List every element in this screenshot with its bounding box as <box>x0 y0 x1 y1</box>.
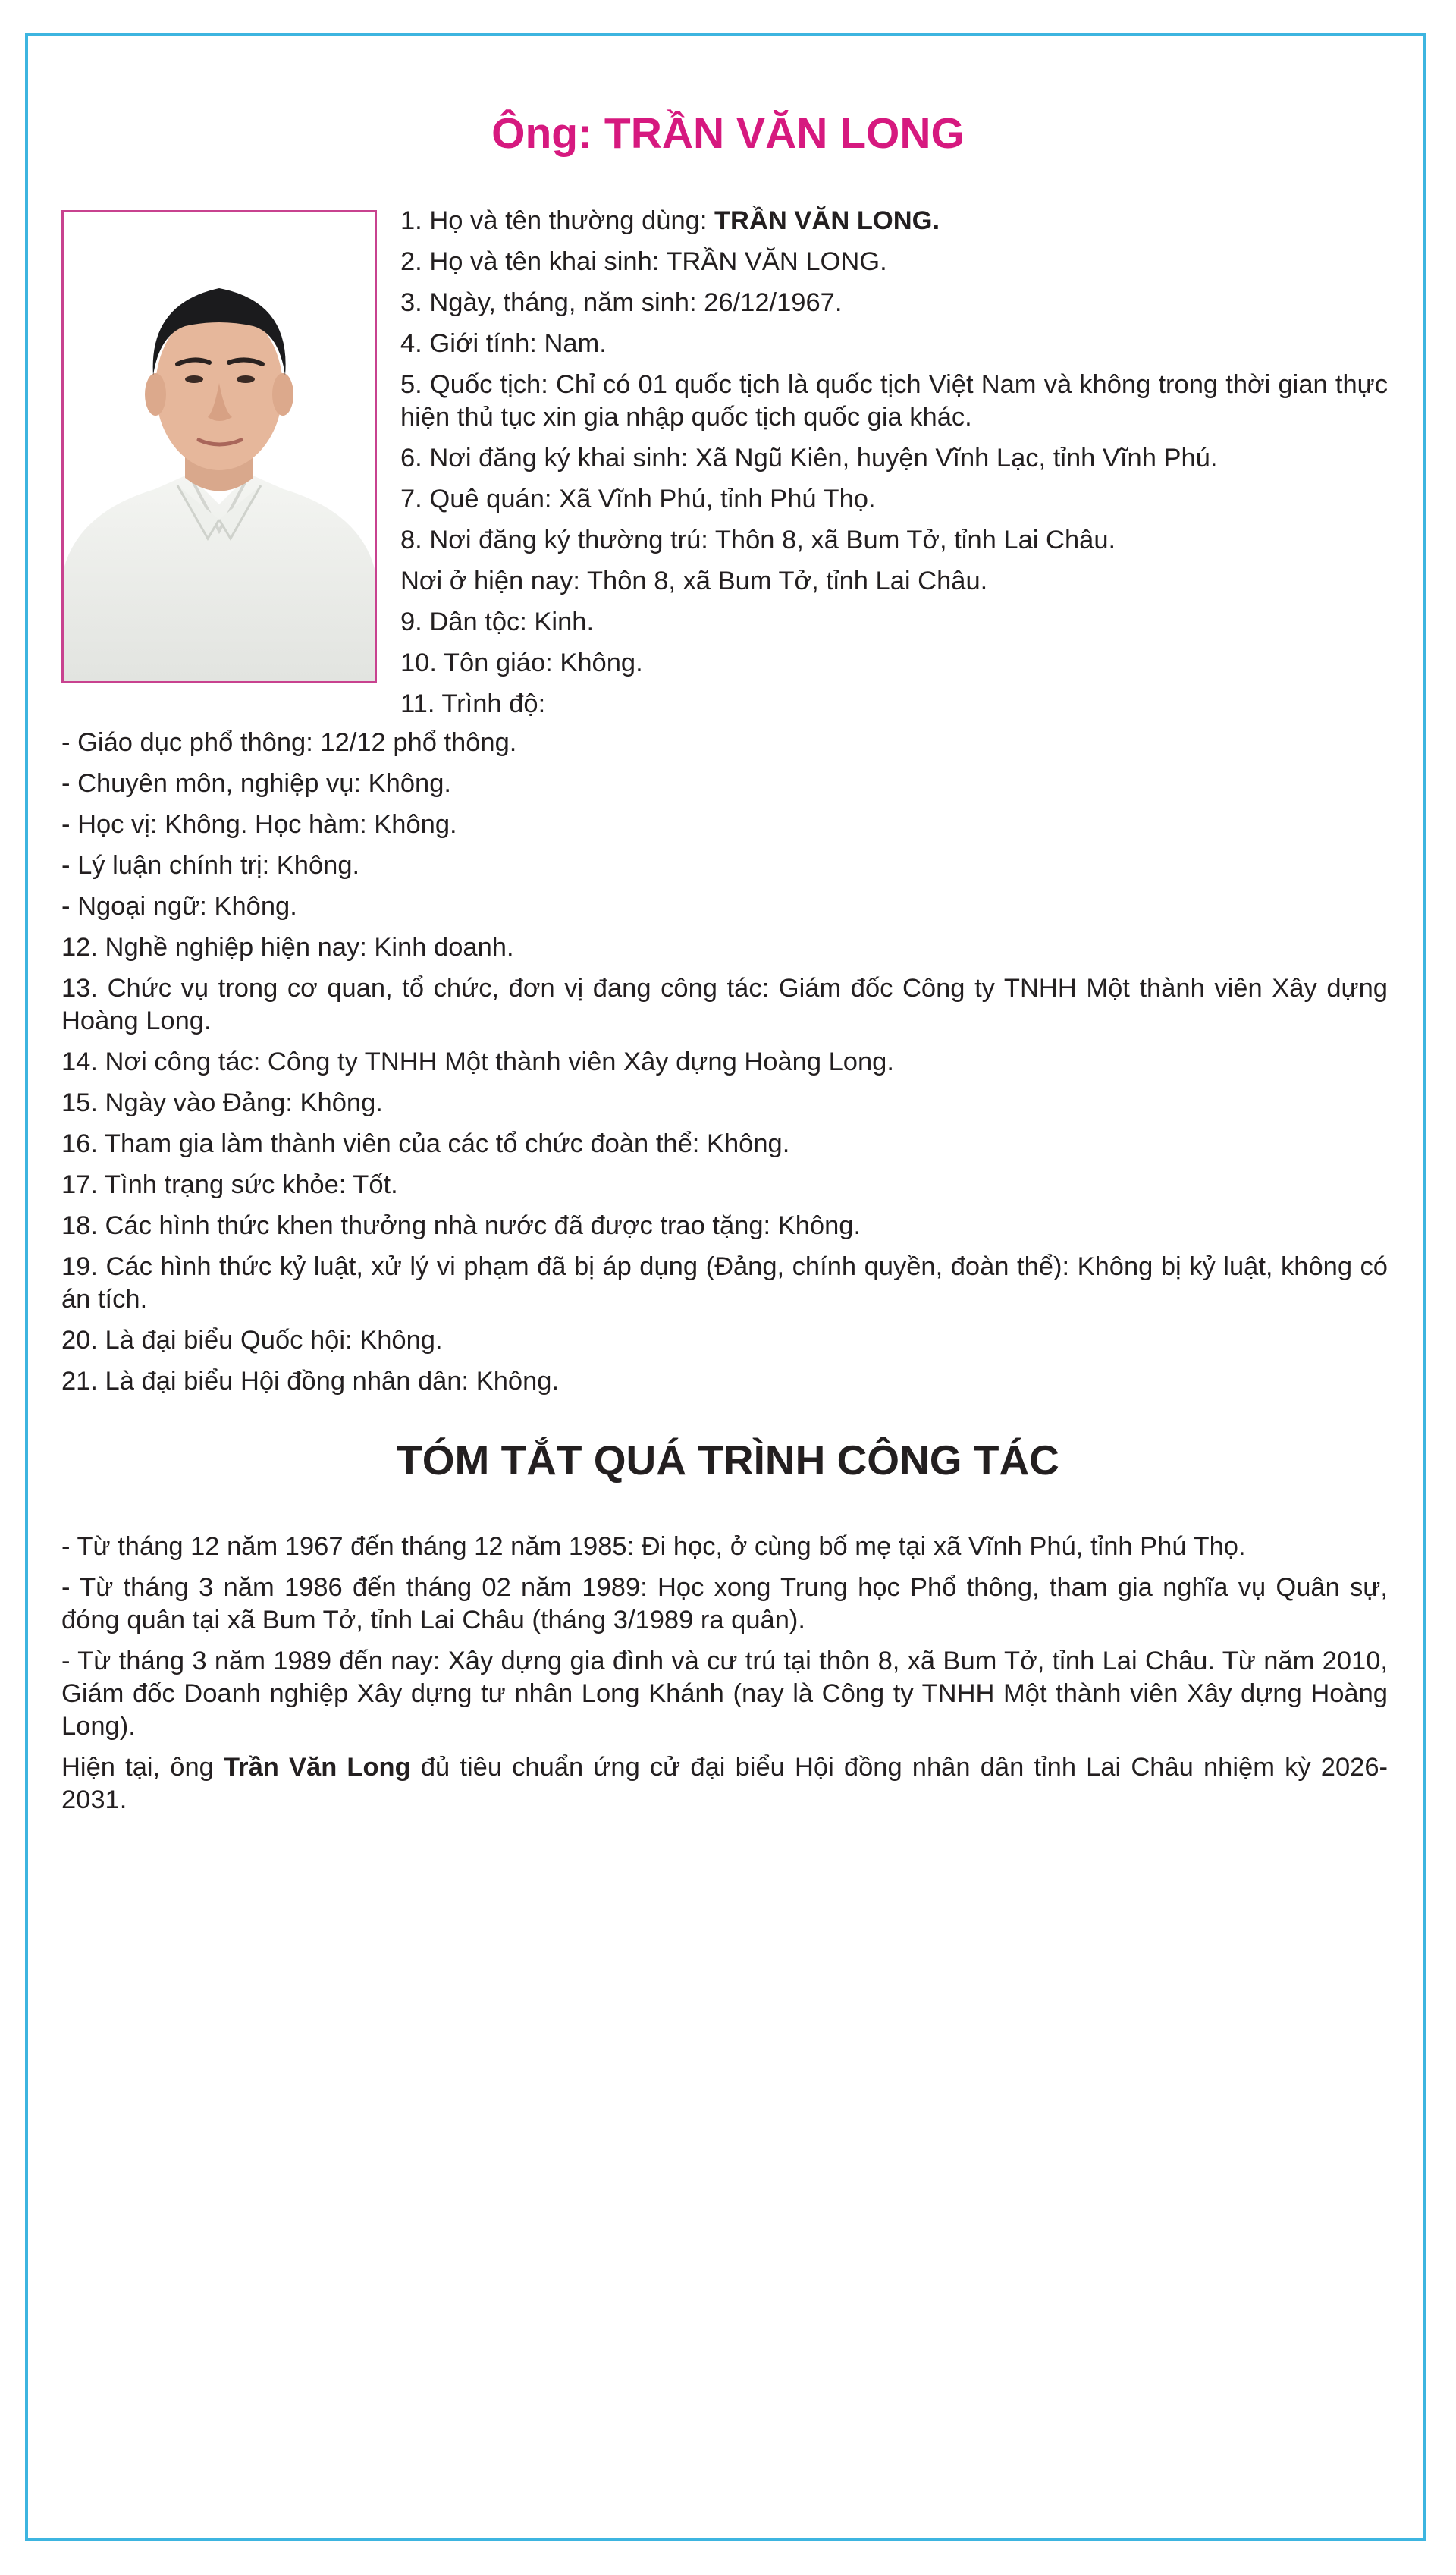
info-item-5: 5. Quốc tịch: Chỉ có 01 quốc tịch là quốc tịch Việt Nam và không trong thời gian thực hiện thủ tục xin gia nhập quốc tịch quốc gia khác. <box>400 370 1388 432</box>
edu-specialty: - Chuyên môn, nghiệp vụ: Không. <box>61 769 451 798</box>
info-item-2: 2. Họ và tên khai sinh: TRẦN VĂN LONG. <box>400 247 887 276</box>
career-conclusion <box>61 1751 1388 1817</box>
edu-degree: - Học vị: Không. Học hàm: Không. <box>61 810 457 839</box>
info-item-18: 18. Các hình thức khen thưởng nhà nước đã được trao tặng: Không. <box>61 1211 861 1240</box>
personal-info-bottom <box>61 727 1388 1406</box>
info-item-4: 4. Giới tính: Nam. <box>400 329 607 358</box>
info-item-9: 9. Dân tộc: Kinh. <box>400 608 595 636</box>
info-item-17: 17. Tình trạng sức khỏe: Tốt. <box>61 1170 398 1199</box>
info-item-21: 21. Là đại biểu Hội đồng nhân dân: Không. <box>61 1367 560 1396</box>
edu-language: - Ngoại ngữ: Không. <box>61 892 297 921</box>
candidate-portrait <box>61 210 377 683</box>
career-summary <box>61 1531 1388 1825</box>
info-item-8: 8. Nơi đăng ký thường trú: Thôn 8, xã Bum Tở, tỉnh Lai Châu. <box>400 526 1116 554</box>
candidate-title: Ông: TRẦN VĂN LONG <box>491 109 965 158</box>
info-label-common-name: 1. Họ và tên thường dùng: <box>400 206 714 235</box>
edu-politics: - Lý luận chính trị: Không. <box>61 851 360 880</box>
info-item-15: 15. Ngày vào Đảng: Không. <box>61 1088 383 1117</box>
info-item-1 <box>400 205 1388 237</box>
info-item-14: 14. Nơi công tác: Công ty TNHH Một thành viên Xây dựng Hoàng Long. <box>61 1047 894 1076</box>
edu-general: - Giáo dục phổ thông: 12/12 phổ thông. <box>61 728 517 757</box>
info-item-11: 11. Trình độ: <box>400 689 546 718</box>
personal-info-top <box>400 205 1388 729</box>
info-item-13: 13. Chức vụ trong cơ quan, tổ chức, đơn vị đang công tác: Giám đốc Công ty TNHH Một thành viên Xây dựng Hoàng Long. <box>61 974 1388 1035</box>
conclusion-name: Trần Văn Long <box>223 1753 411 1782</box>
info-value-common-name: TRẦN VĂN LONG. <box>714 206 940 235</box>
info-item-20: 20. Là đại biểu Quốc hội: Không. <box>61 1326 443 1355</box>
info-item-16: 16. Tham gia làm thành viên của các tổ chức đoàn thể: Không. <box>61 1129 790 1158</box>
info-item-7: 7. Quê quán: Xã Vĩnh Phú, tỉnh Phú Thọ. <box>400 485 876 513</box>
info-item-10: 10. Tôn giáo: Không. <box>400 648 643 677</box>
career-entry-1: - Từ tháng 12 năm 1967 đến tháng 12 năm 1985: Đi học, ở cùng bố mẹ tại xã Vĩnh Phú, tỉnh Phú Thọ. <box>61 1532 1246 1561</box>
info-item-19: 19. Các hình thức kỷ luật, xử lý vi phạm đã bị áp dụng (Đảng, chính quyền, đoàn thể): Không bị kỷ luật, không có án tích. <box>61 1252 1388 1314</box>
info-item-3: 3. Ngày, tháng, năm sinh: 26/12/1967. <box>400 288 843 317</box>
conclusion-suffix: đủ tiêu chuẩn ứng cử đại biểu Hội đồng nhân dân tỉnh Lai Châu nhiệm kỳ 2026-2031. <box>61 1753 1388 1814</box>
info-item-12: 12. Nghề nghiệp hiện nay: Kinh doanh. <box>61 933 514 962</box>
info-item-6: 6. Nơi đăng ký khai sinh: Xã Ngũ Kiên, huyện Vĩnh Lạc, tỉnh Vĩnh Phú. <box>400 444 1218 473</box>
info-item-8b: Nơi ở hiện nay: Thôn 8, xã Bum Tở, tỉnh Lai Châu. <box>400 567 988 595</box>
career-entry-2: - Từ tháng 3 năm 1986 đến tháng 02 năm 1989: Học xong Trung học Phổ thông, tham gia nghĩa vụ Quân sự, đóng quân tại xã Bum Tở, tỉnh Lai Châu (tháng 3/1989 ra quân). <box>61 1573 1388 1634</box>
career-summary-title: TÓM TẮT QUÁ TRÌNH CÔNG TÁC <box>397 1437 1059 1484</box>
conclusion-prefix: Hiện tại, ông <box>61 1753 224 1782</box>
career-entry-3: - Từ tháng 3 năm 1989 đến nay: Xây dựng gia đình và cư trú tại thôn 8, xã Bum Tở, tỉnh Lai Châu. Từ năm 2010, Giám đốc Doanh nghiệp Xây dựng tư nhân Long Khánh (nay là Công ty TNHH Một thành viên Xây dựng Hoàng Long). <box>61 1647 1388 1741</box>
